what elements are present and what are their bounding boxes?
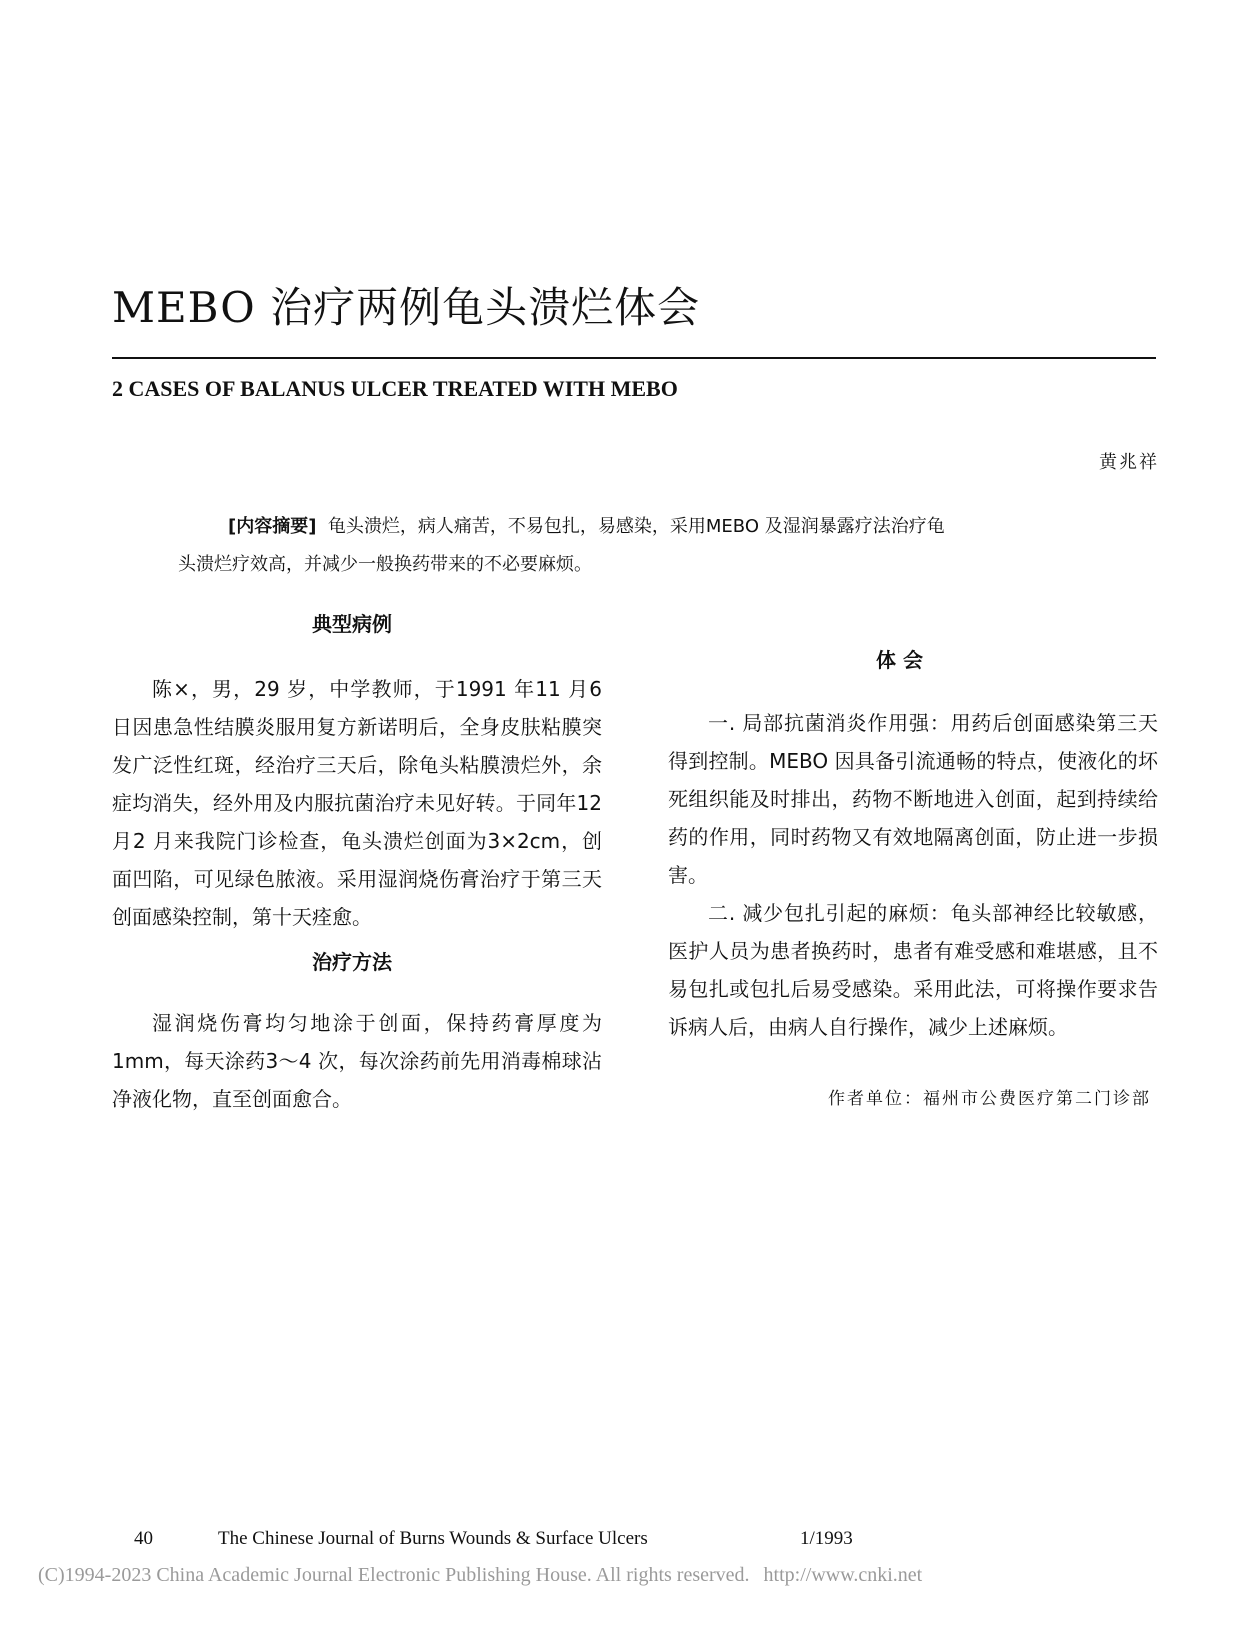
abstract-label: [内容摘要] [228,516,317,537]
method-paragraph: 湿润烧伤膏均匀地涂于创面，保持药膏厚度为1mm，每天涂药3～4 次，每次涂药前先用消毒棉球沾净液化物，直至创面愈合。 [112,1011,602,1111]
copyright-notice: (C)1994-2023 China Academic Journal Electronic Publishing House. All rights reserved. [38,1564,750,1586]
experience-paragraph-1: 一. 局部抗菌消炎作用强：用药后创面感染第三天得到控制。MEBO 因具备引流通畅的特点，使液化的坏死组织能及时排出，药物不断地进入创面，起到持续给药的作用，同时药物又有效地隔离创面，防止进一步损害。 [668,711,1158,887]
page-number: 40 [134,1528,153,1549]
experience-paragraph-2: 二. 减少包扎引起的麻烦：龟头部神经比较敏感，医护人员为患者换药时，患者有难受感和难堪感，且不易包扎或包扎后易受感染。采用此法，可将操作要求告诉病人后，由病人自行操作，减少上述麻烦。 [668,901,1158,1039]
english-title: 2 CASES OF BALANUS ULCER TREATED WITH MEBO [112,376,678,401]
issue-number: 1/1993 [800,1528,853,1549]
author-name: 黄兆祥 [1099,452,1159,473]
journal-name: The Chinese Journal of Burns Wounds & Surface Ulcers [218,1528,648,1549]
case-paragraph: 陈×，男，29 岁，中学教师，于1991 年11 月6 日因患急性结膜炎服用复方新诺明后，全身皮肤粘膜突发广泛性红斑，经治疗三天后，除龟头粘膜溃烂外，余症均消失，经外用及内服抗菌治疗未见好转。于同年12 月2 月来我院门诊检查，龟头溃烂创面为3×2cm，创面凹陷，可见绿色脓液。采用湿润烧伤膏治疗于第三天创面感染控制，第十天痊愈。 [112,677,602,929]
abstract [178,508,1088,584]
case-heading: 典型病例 [312,612,392,636]
title-divider [112,357,1156,359]
copyright-url: http://www.cnki.net [763,1564,923,1586]
experience-heading: 体 会 [876,648,923,672]
author-affiliation: 作者单位：福州市公费医疗第二门诊部 [828,1089,1151,1109]
abstract-text-2: 头溃烂疗效高，并减少一般换药带来的不必要麻烦。 [178,554,592,575]
abstract-text-1: 龟头溃烂，病人痛苦，不易包扎，易感染，采用MEBO 及湿润暴露疗法治疗龟 [327,516,945,537]
article-title: MEBO 治疗两例龟头溃烂体会 [112,283,701,332]
abstract-line-1 [178,508,1088,546]
copyright-line [38,1564,936,1587]
method-heading: 治疗方法 [312,950,392,974]
